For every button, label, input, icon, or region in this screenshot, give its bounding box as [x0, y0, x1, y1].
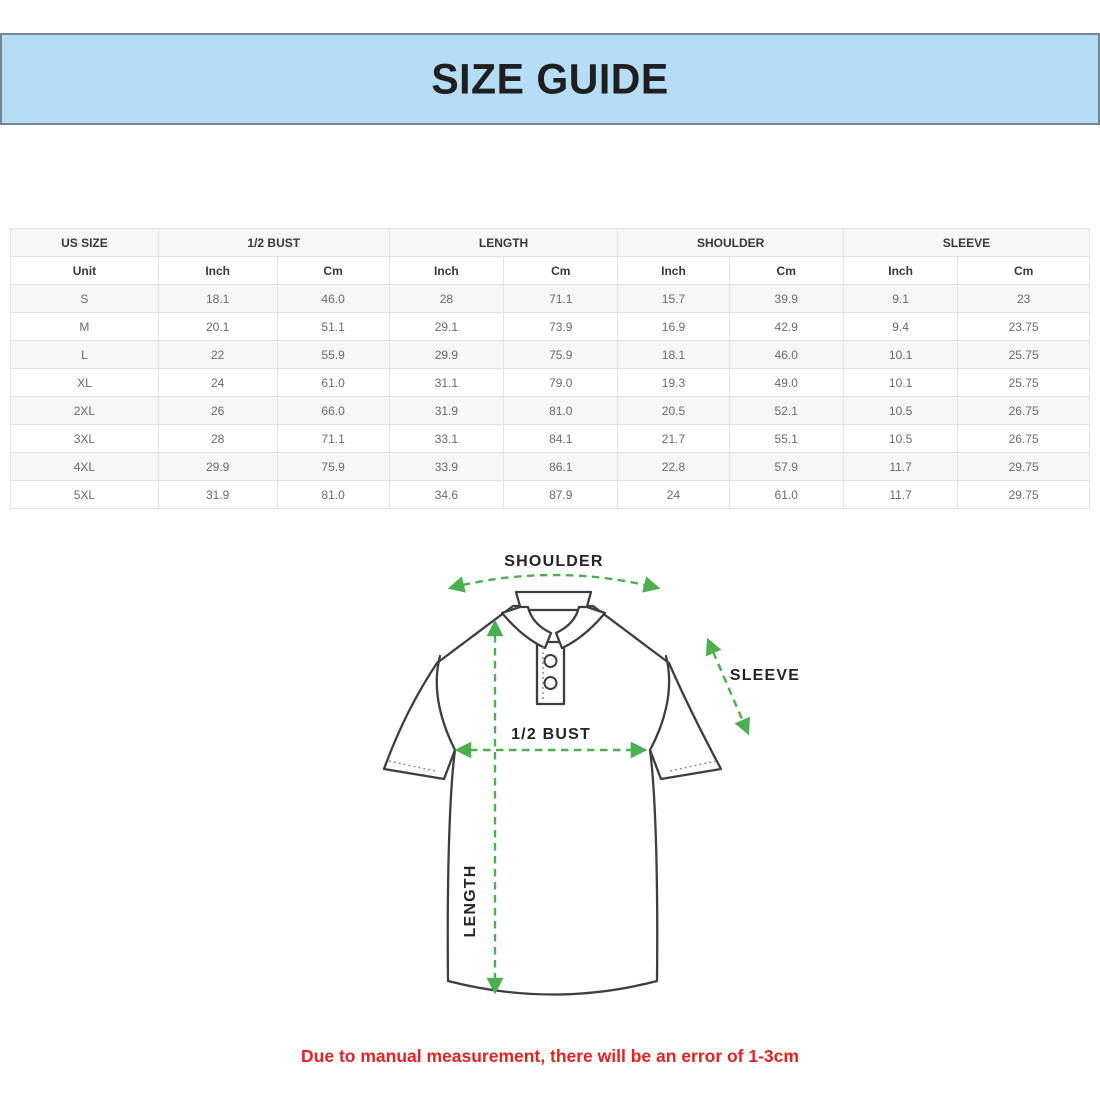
shoulder-label: SHOULDER: [504, 553, 604, 570]
value-cell: 29.9: [389, 341, 503, 369]
value-cell: 29.75: [958, 453, 1090, 481]
size-row-5xl: [11, 481, 1090, 509]
value-cell: 87.9: [504, 481, 618, 509]
unit-col: Inch: [843, 257, 957, 285]
value-cell: 11.7: [843, 453, 957, 481]
value-cell: 31.9: [389, 397, 503, 425]
value-cell: 46.0: [729, 341, 843, 369]
value-cell: 26.75: [958, 397, 1090, 425]
value-cell: 11.7: [843, 481, 957, 509]
value-cell: 39.9: [729, 285, 843, 313]
value-cell: 42.9: [729, 313, 843, 341]
half-bust-label: 1/2 BUST: [511, 726, 591, 743]
value-cell: 22: [158, 341, 277, 369]
value-cell: 52.1: [729, 397, 843, 425]
size-cell: M: [11, 313, 159, 341]
page-title: SIZE GUIDE: [431, 54, 669, 103]
col-header-length: LENGTH: [389, 229, 618, 257]
shirt-measurement-diagram: [367, 546, 807, 1016]
value-cell: 71.1: [277, 425, 389, 453]
value-cell: 24: [618, 481, 729, 509]
value-cell: 84.1: [504, 425, 618, 453]
value-cell: 25.75: [958, 341, 1090, 369]
value-cell: 10.5: [843, 425, 957, 453]
col-header-shoulder: SHOULDER: [618, 229, 843, 257]
value-cell: 10.5: [843, 397, 957, 425]
unit-col: Inch: [389, 257, 503, 285]
value-cell: 51.1: [277, 313, 389, 341]
value-cell: 55.9: [277, 341, 389, 369]
unit-col: Cm: [504, 257, 618, 285]
unit-col: Inch: [618, 257, 729, 285]
size-row-xl: [11, 369, 1090, 397]
sleeve-label: SLEEVE: [729, 667, 801, 684]
value-cell: 31.1: [389, 369, 503, 397]
shirt-outline: [384, 592, 721, 995]
size-row-l: [11, 341, 1090, 369]
value-cell: 18.1: [618, 341, 729, 369]
value-cell: 10.1: [843, 369, 957, 397]
size-cell: 3XL: [11, 425, 159, 453]
size-row-4xl: [11, 453, 1090, 481]
size-table: [10, 228, 1090, 509]
value-cell: 18.1: [158, 285, 277, 313]
value-cell: 26: [158, 397, 277, 425]
unit-header: Unit: [11, 257, 159, 285]
value-cell: 23: [958, 285, 1090, 313]
value-cell: 49.0: [729, 369, 843, 397]
value-cell: 33.9: [389, 453, 503, 481]
size-cell: XL: [11, 369, 159, 397]
size-table-container: [10, 228, 1090, 509]
size-row-3xl: [11, 425, 1090, 453]
size-cell: 4XL: [11, 453, 159, 481]
value-cell: 19.3: [618, 369, 729, 397]
size-row-m: [11, 313, 1090, 341]
sleeve-measure-arrow: [708, 640, 748, 733]
length-label: LENGTH: [462, 864, 479, 938]
value-cell: 33.1: [389, 425, 503, 453]
value-cell: 86.1: [504, 453, 618, 481]
size-cell: 2XL: [11, 397, 159, 425]
size-cell: S: [11, 285, 159, 313]
size-cell: 5XL: [11, 481, 159, 509]
size-guide-banner: [0, 33, 1100, 125]
size-row-s: [11, 285, 1090, 313]
value-cell: 24: [158, 369, 277, 397]
value-cell: 79.0: [504, 369, 618, 397]
value-cell: 81.0: [504, 397, 618, 425]
value-cell: 9.4: [843, 313, 957, 341]
value-cell: 57.9: [729, 453, 843, 481]
value-cell: 73.9: [504, 313, 618, 341]
value-cell: 61.0: [729, 481, 843, 509]
value-cell: 75.9: [504, 341, 618, 369]
value-cell: 75.9: [277, 453, 389, 481]
unit-col: Inch: [158, 257, 277, 285]
value-cell: 25.75: [958, 369, 1090, 397]
value-cell: 81.0: [277, 481, 389, 509]
value-cell: 28: [158, 425, 277, 453]
value-cell: 29.1: [389, 313, 503, 341]
value-cell: 9.1: [843, 285, 957, 313]
value-cell: 34.6: [389, 481, 503, 509]
value-cell: 31.9: [158, 481, 277, 509]
shoulder-measure-arrow: [450, 575, 658, 588]
unit-col: Cm: [277, 257, 389, 285]
unit-col: Cm: [958, 257, 1090, 285]
table-unit-row: [11, 257, 1090, 285]
value-cell: 21.7: [618, 425, 729, 453]
col-header-half-bust: 1/2 BUST: [158, 229, 389, 257]
value-cell: 20.5: [618, 397, 729, 425]
value-cell: 28: [389, 285, 503, 313]
value-cell: 46.0: [277, 285, 389, 313]
col-header-us-size: US SIZE: [11, 229, 159, 257]
value-cell: 15.7: [618, 285, 729, 313]
value-cell: 10.1: [843, 341, 957, 369]
polo-shirt-illustration: [367, 546, 807, 1016]
value-cell: 71.1: [504, 285, 618, 313]
value-cell: 23.75: [958, 313, 1090, 341]
size-cell: L: [11, 341, 159, 369]
value-cell: 61.0: [277, 369, 389, 397]
unit-col: Cm: [729, 257, 843, 285]
size-row-2xl: [11, 397, 1090, 425]
value-cell: 66.0: [277, 397, 389, 425]
value-cell: 16.9: [618, 313, 729, 341]
value-cell: 22.8: [618, 453, 729, 481]
measurement-disclaimer: Due to manual measurement, there will be an error of 1-3cm: [301, 1046, 799, 1066]
value-cell: 26.75: [958, 425, 1090, 453]
table-group-header-row: [11, 229, 1090, 257]
col-header-sleeve: SLEEVE: [843, 229, 1089, 257]
value-cell: 29.9: [158, 453, 277, 481]
value-cell: 20.1: [158, 313, 277, 341]
value-cell: 55.1: [729, 425, 843, 453]
value-cell: 29.75: [958, 481, 1090, 509]
